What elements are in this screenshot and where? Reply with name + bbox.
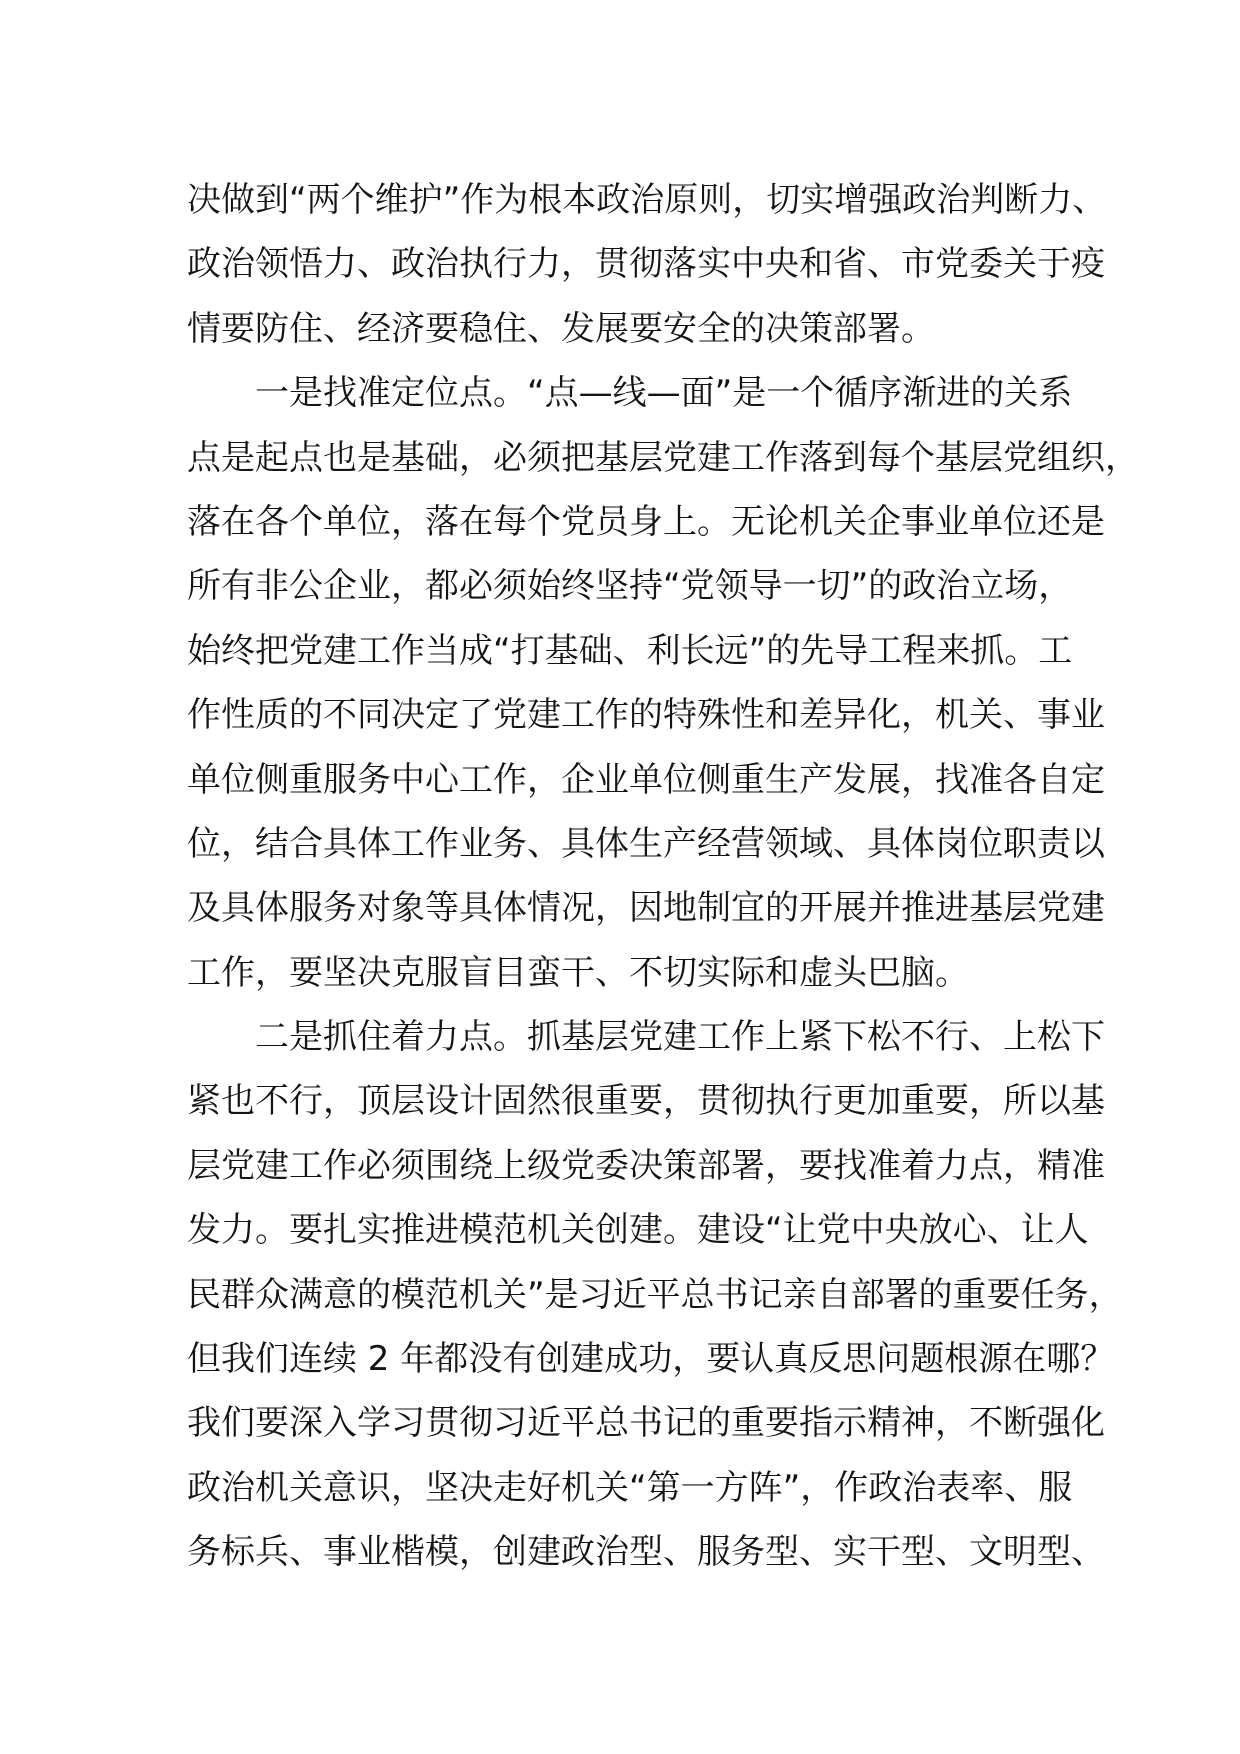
text-line: 作性质的不同决定了党建工作的特殊性和差异化，机关、事业 — [187, 695, 1105, 736]
text-line: 始终把党建工作当成“打基础、利长远”的先导工程来抓。工 — [187, 630, 1073, 671]
text-line: 位，结合具体工作业务、具体生产经营领域、具体岗位职责以 — [187, 823, 1105, 864]
text-line: 工作，要坚决克服盲目蛮干、不切实际和虚头巴脑。 — [187, 952, 969, 993]
text-line: 务标兵、事业楷模，创建政治型、服务型、实干型、文明型、 — [187, 1532, 1105, 1573]
text-line: 我们要深入学习贯彻习近平总书记的重要指示精神，不断强化 — [187, 1403, 1105, 1444]
text-line: 所有非公企业，都必须始终坚持“党领导一切”的政治立场， — [187, 566, 1073, 607]
text-line: 单位侧重服务中心工作，企业单位侧重生产发展，找准各自定 — [187, 759, 1105, 800]
text-line: 及具体服务对象等具体情况，因地制宜的开展并推进基层党建 — [187, 888, 1105, 929]
text-line: 落在各个单位，落在每个党员身上。无论机关企事业单位还是 — [187, 501, 1105, 542]
paragraph-start-line: 一是找准定位点。“点—线—面”是一个循序渐进的关系 — [187, 373, 1073, 414]
text-line: 发力。要扎实推进模范机关创建。建设“让党中央放心、让人 — [187, 1210, 1089, 1251]
text-line: 情要防住、经济要稳住、发展要安全的决策部署。 — [187, 308, 935, 349]
text-line: 紧也不行，顶层设计固然很重要，贯彻执行更加重要，所以基 — [187, 1081, 1105, 1122]
text-line: 民群众满意的模范机关”是习近平总书记亲自部署的重要任务， — [187, 1274, 1123, 1315]
paragraph-start-line: 二是抓住着力点。抓基层党建工作上紧下松不行、上松下 — [187, 1017, 1105, 1058]
text-line: 层党建工作必须围绕上级党委决策部署，要找准着力点，精准 — [187, 1145, 1105, 1186]
text-line: 点是起点也是基础，必须把基层党建工作落到每个基层党组织， — [187, 437, 1139, 478]
text-line: 决做到“两个维护”作为根本政治原则，切实增强政治判断力、 — [187, 180, 1107, 220]
text-line: 政治领悟力、政治执行力，贯彻落实中央和省、市党委关于疫 — [187, 244, 1105, 285]
text-line: 政治机关意识，坚决走好机关“第一方阵”，作政治表率、服 — [187, 1467, 1073, 1508]
body-text — [187, 168, 1139, 1585]
text-line: 但我们连续 2 年都没有创建成功，要认真反思问题根源在哪？ — [187, 1339, 1115, 1380]
